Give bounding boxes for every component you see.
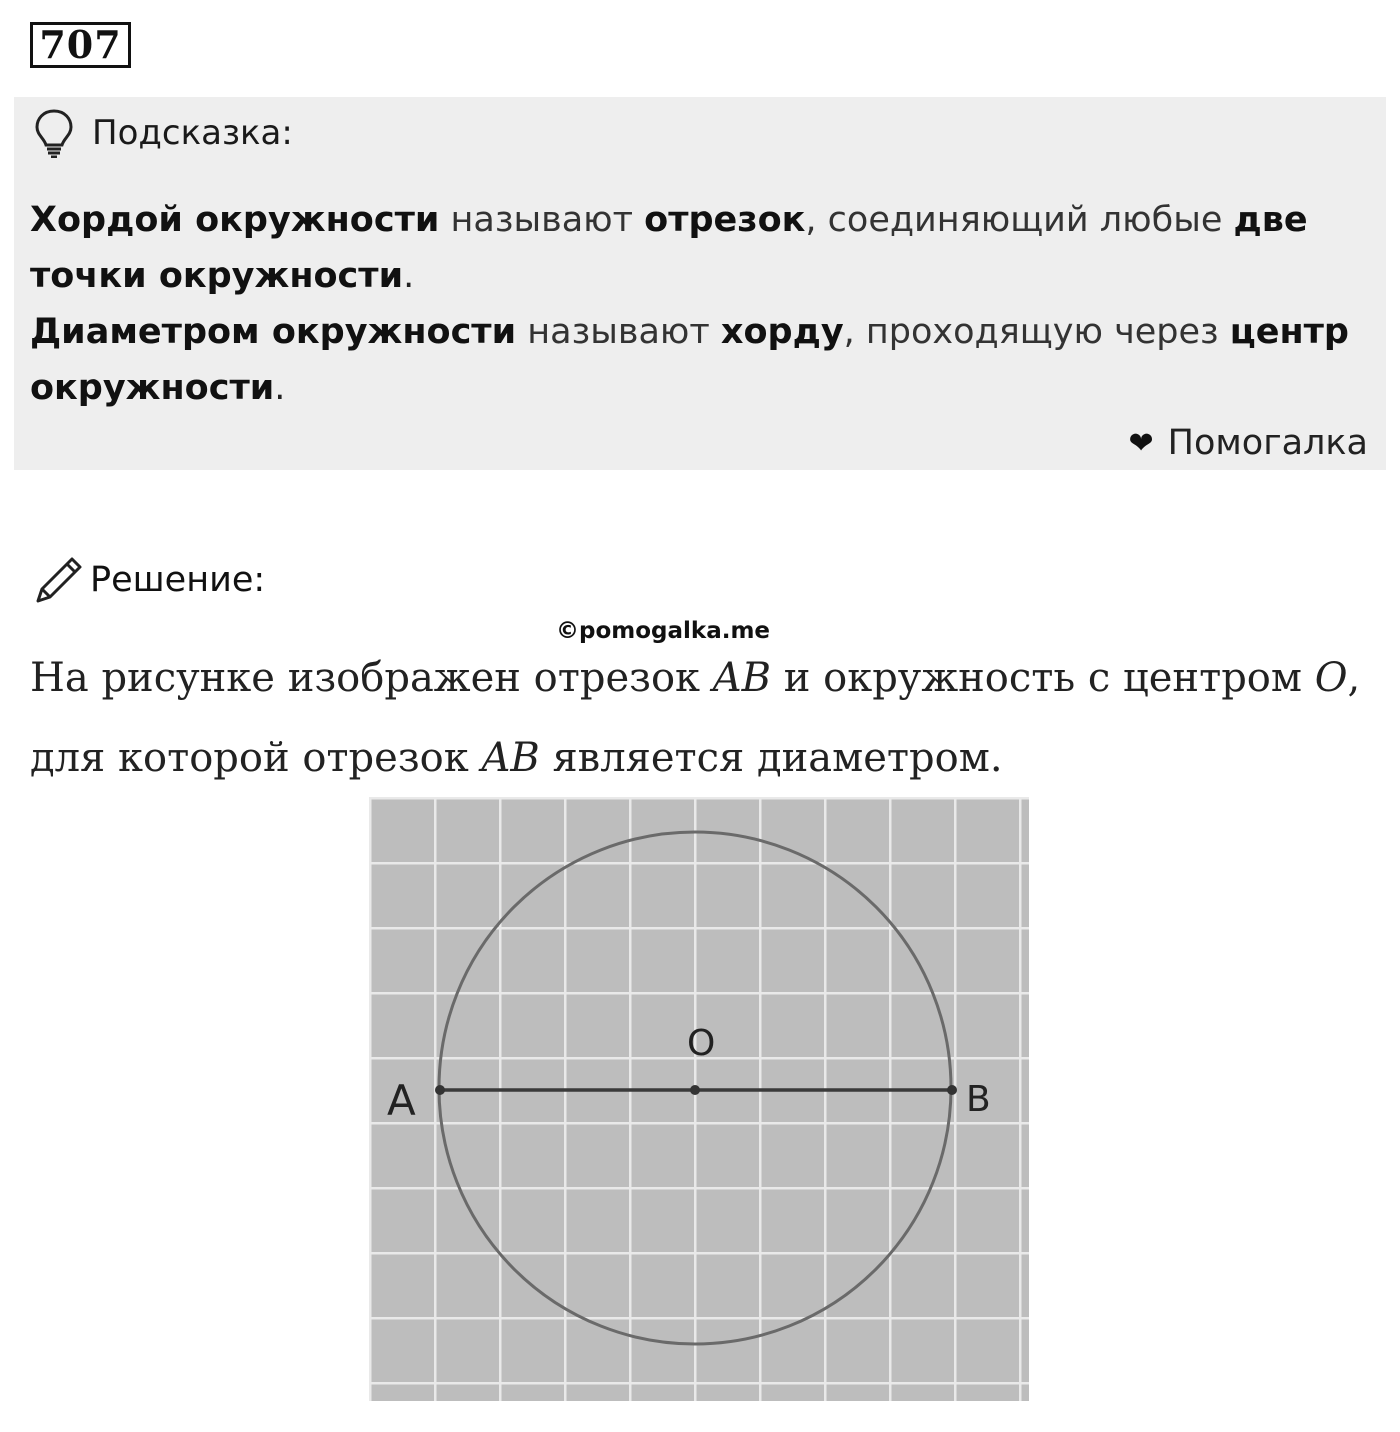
point-o — [690, 1085, 700, 1095]
task-number: 707 — [30, 22, 131, 68]
solution-title — [34, 552, 265, 608]
pencil-icon — [34, 555, 84, 605]
hint-paragraph-chord: Хордой окружности называют отрезок, соединяющий любые две точки окружности. — [30, 200, 1308, 296]
figure-photo — [369, 797, 1029, 1401]
term-diameter: Диаметром окружности — [30, 312, 517, 352]
brand-name: Помогалка — [1167, 423, 1368, 463]
point-a — [435, 1085, 445, 1095]
solution-text: На рисунке изображен отрезок AB и окружность с центром O, для которой отрезок AB является диаметром. — [30, 655, 1361, 781]
label-b: B — [966, 1079, 991, 1120]
hint-title — [34, 106, 293, 160]
circle-drawing — [369, 797, 1029, 1401]
segment-ab-ref: AB — [481, 735, 540, 781]
hint-text — [30, 192, 1370, 416]
heart-icon: ❤ — [1128, 425, 1154, 461]
segment-ab-ref: AB — [712, 655, 772, 701]
brand-signature — [1129, 418, 1369, 468]
solution-title-text: Решение: — [90, 560, 266, 600]
grid-paper — [369, 797, 1029, 1401]
point-b — [947, 1085, 957, 1095]
label-o: O — [687, 1023, 716, 1064]
hint-title-text: Подсказка: — [92, 113, 293, 153]
label-a: A — [387, 1076, 416, 1125]
term-chord: Хордой окружности — [30, 200, 440, 240]
hint-paragraph-diameter: Диаметром окружности называют хорду, проходящую через центр окружности. — [30, 312, 1349, 408]
center-o-ref: O — [1314, 655, 1348, 701]
watermark: ©pomogalka.me — [556, 618, 771, 644]
lightbulb-icon — [34, 108, 74, 158]
